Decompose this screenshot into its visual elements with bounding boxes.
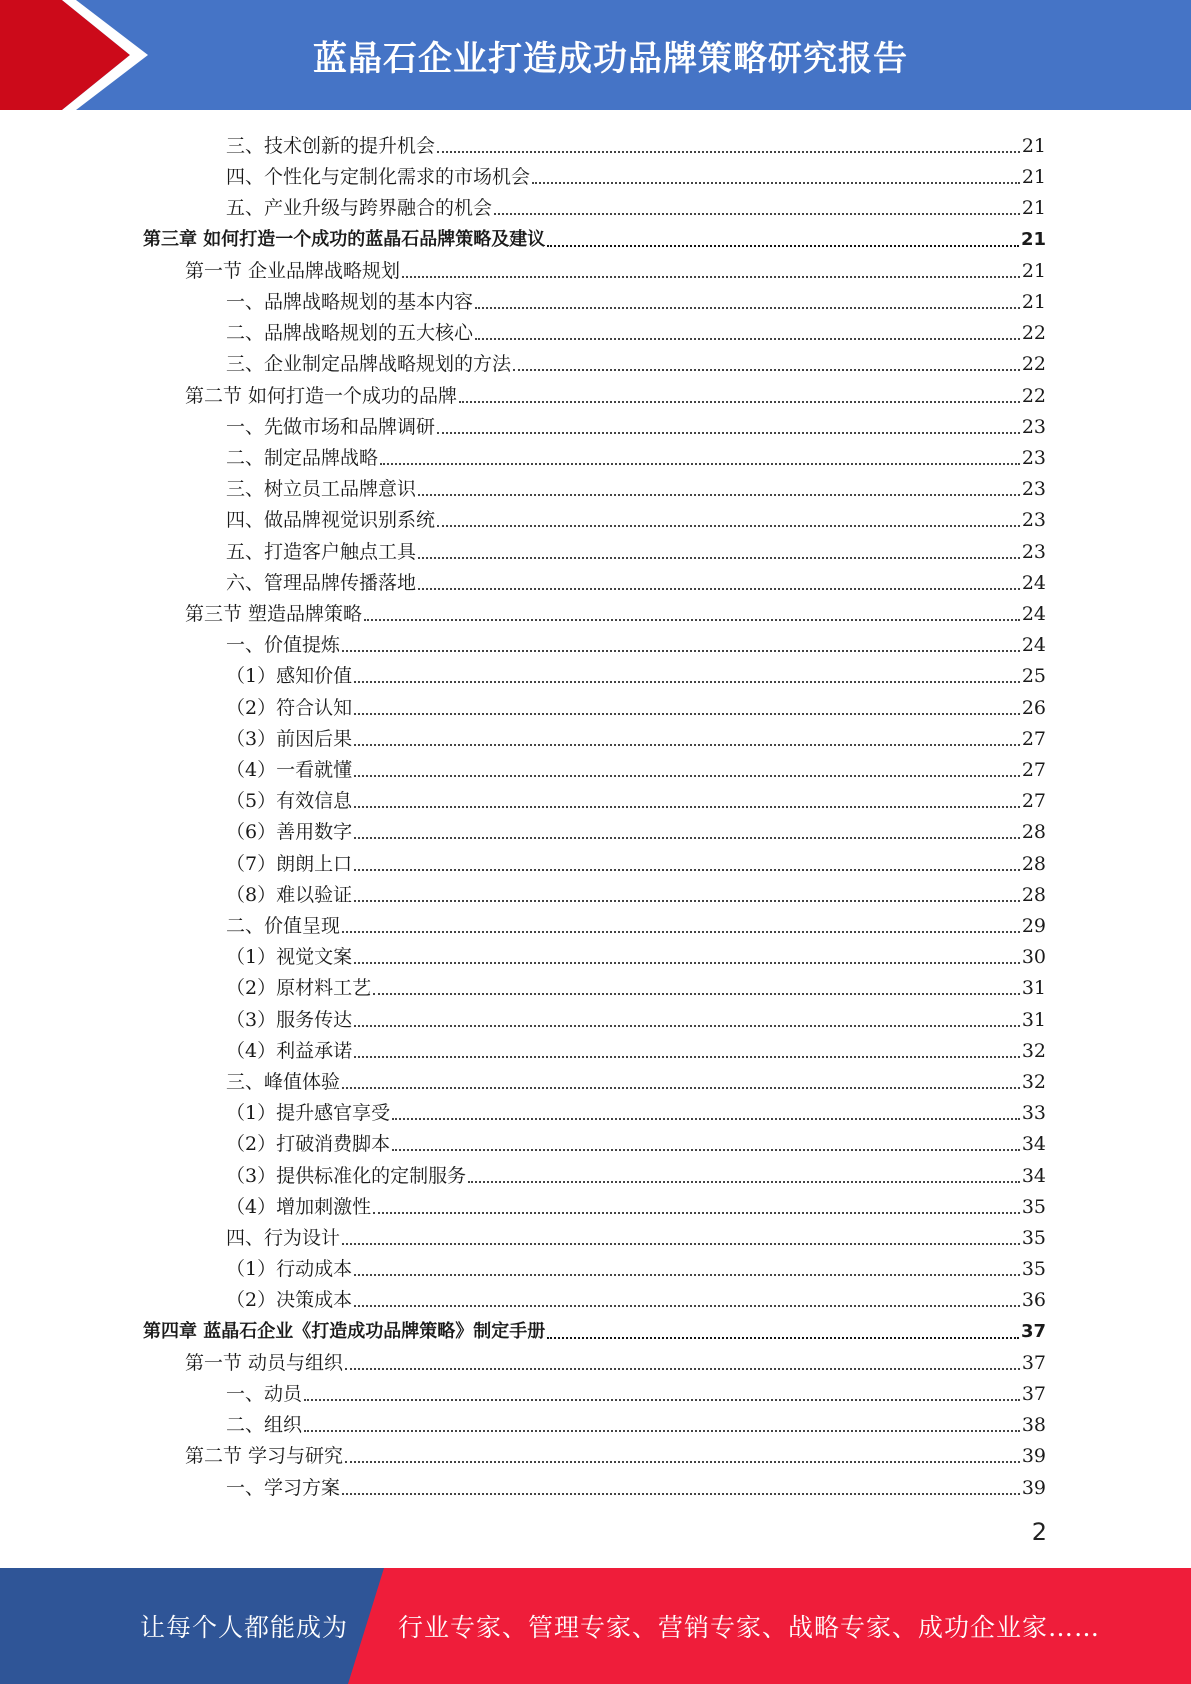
toc-subsection-entry[interactable] bbox=[226, 158, 1046, 189]
toc-entry-label: （4）一看就懂 bbox=[226, 759, 353, 781]
toc-dot-leader bbox=[304, 1430, 1020, 1432]
toc-entry-page: 28 bbox=[1021, 883, 1046, 906]
toc-entry-label: 二、价值呈现 bbox=[226, 915, 341, 937]
toc-entry-label: 四、做品牌视觉识别系统 bbox=[226, 509, 436, 532]
toc-entry-page: 21 bbox=[1020, 228, 1046, 250]
toc-subsection-entry[interactable] bbox=[226, 1094, 1046, 1125]
toc-entry-label: （5）有效信息 bbox=[226, 790, 353, 813]
toc-entry-label: 四、行为设计 bbox=[226, 1227, 341, 1249]
toc-subsection-entry[interactable] bbox=[226, 1375, 1046, 1406]
toc-dot-leader bbox=[354, 744, 1020, 746]
toc-dot-leader bbox=[342, 1243, 1020, 1245]
toc-dot-leader bbox=[354, 806, 1020, 808]
toc-subsection-entry[interactable] bbox=[226, 689, 1046, 720]
toc-entry-label: 一、动员 bbox=[226, 1383, 303, 1405]
toc-subsection-entry[interactable] bbox=[226, 470, 1046, 501]
toc-subsection-entry[interactable] bbox=[226, 283, 1046, 314]
toc-subsection-entry[interactable] bbox=[226, 1406, 1046, 1437]
toc-entry-label: 一、先做市场和品牌调研 bbox=[226, 415, 436, 438]
toc-dot-leader bbox=[547, 1337, 1019, 1339]
toc-subsection-entry[interactable] bbox=[226, 751, 1046, 782]
toc-entry-label: （2）打破消费脚本 bbox=[226, 1133, 391, 1156]
toc-dot-leader bbox=[468, 1181, 1020, 1183]
toc-entry-page: 23 bbox=[1021, 540, 1046, 563]
toc-entry-label: 五、打造客户触点工具 bbox=[226, 540, 417, 563]
toc-dot-leader bbox=[364, 619, 1020, 621]
toc-subsection-entry[interactable] bbox=[226, 1032, 1046, 1063]
toc-subsection-entry[interactable] bbox=[226, 907, 1046, 938]
toc-dot-leader bbox=[475, 338, 1020, 340]
toc-entry-label: （1）感知价值 bbox=[226, 665, 353, 688]
toc-entry-page: 31 bbox=[1021, 1008, 1046, 1031]
toc-entry-page: 32 bbox=[1021, 1071, 1046, 1093]
toc-entry-label: 第三节 塑造品牌策略 bbox=[185, 603, 363, 625]
toc-dot-leader bbox=[380, 463, 1020, 465]
toc-dot-leader bbox=[354, 869, 1020, 871]
toc-subsection-entry[interactable] bbox=[226, 1125, 1046, 1156]
toc-entry-page: 34 bbox=[1021, 1133, 1046, 1156]
toc-subsection-entry[interactable] bbox=[226, 938, 1046, 969]
toc-subsection-entry[interactable] bbox=[226, 720, 1046, 751]
toc-entry-label: 第二节 学习与研究 bbox=[185, 1445, 344, 1468]
toc-dot-leader bbox=[342, 1493, 1020, 1495]
toc-dot-leader bbox=[373, 1212, 1020, 1214]
toc-dot-leader bbox=[418, 557, 1020, 559]
toc-dot-leader bbox=[354, 775, 1020, 777]
toc-entry-label: 三、峰值体验 bbox=[226, 1071, 341, 1093]
toc-entry-page: 35 bbox=[1021, 1195, 1046, 1218]
toc-entry-label: 三、技术创新的提升机会 bbox=[226, 135, 436, 157]
toc-entry-label: 四、个性化与定制化需求的市场机会 bbox=[226, 166, 531, 189]
toc-subsection-entry[interactable] bbox=[226, 1188, 1046, 1219]
toc-dot-leader bbox=[513, 369, 1020, 371]
toc-entry-page: 27 bbox=[1021, 759, 1046, 781]
toc-entry-label: （3）服务传达 bbox=[226, 1008, 353, 1031]
toc-dot-leader bbox=[418, 588, 1020, 590]
toc-entry-label: 第三章 如何打造一个成功的蓝晶石品牌策略及建议 bbox=[143, 228, 546, 250]
page-number: 2 bbox=[1031, 1518, 1047, 1546]
toc-entry-page: 29 bbox=[1021, 915, 1046, 937]
toc-subsection-entry[interactable] bbox=[226, 127, 1046, 158]
toc-entry-label: （3）前因后果 bbox=[226, 727, 353, 750]
toc-dot-leader bbox=[547, 245, 1019, 247]
toc-entry-page: 30 bbox=[1021, 946, 1046, 969]
toc-entry-label: 一、价值提炼 bbox=[226, 634, 341, 657]
toc-subsection-entry[interactable] bbox=[226, 408, 1046, 439]
toc-entry-page: 21 bbox=[1021, 197, 1046, 220]
toc-dot-leader bbox=[342, 650, 1020, 652]
toc-entry-page: 28 bbox=[1021, 821, 1046, 844]
toc-entry-label: （2）符合认知 bbox=[226, 696, 353, 719]
toc-entry-page: 23 bbox=[1021, 478, 1046, 501]
toc-dot-leader bbox=[392, 1149, 1020, 1151]
toc-entry-label: 三、企业制定品牌战略规划的方法 bbox=[226, 353, 512, 376]
toc-entry-page: 24 bbox=[1021, 634, 1046, 657]
toc-entry-page: 39 bbox=[1021, 1476, 1046, 1499]
toc-subsection-entry[interactable] bbox=[226, 1157, 1046, 1188]
toc-entry-label: （2）决策成本 bbox=[226, 1289, 353, 1312]
toc-entry-page: 22 bbox=[1021, 322, 1046, 345]
toc-entry-label: 第四章 蓝晶石企业《打造成功品牌策略》制定手册 bbox=[143, 1320, 546, 1342]
page-header bbox=[0, 0, 1191, 110]
toc-entry-label: 五、产业升级与跨界融合的机会 bbox=[226, 197, 493, 220]
toc-dot-leader bbox=[354, 1056, 1020, 1058]
toc-dot-leader bbox=[373, 993, 1020, 995]
toc-dot-leader bbox=[354, 1025, 1020, 1027]
toc-subsection-entry[interactable] bbox=[226, 345, 1046, 376]
toc-entry-label: （1）行动成本 bbox=[226, 1258, 353, 1281]
toc-dot-leader bbox=[345, 1368, 1020, 1370]
toc-subsection-entry[interactable] bbox=[226, 1001, 1046, 1032]
toc-subsection-entry[interactable] bbox=[226, 439, 1046, 470]
toc-entry-page: 21 bbox=[1021, 135, 1046, 157]
toc-dot-leader bbox=[494, 213, 1020, 215]
toc-entry-page: 35 bbox=[1021, 1227, 1046, 1249]
toc-entry-label: （1）提升感官享受 bbox=[226, 1102, 391, 1125]
report-title: 蓝晶石企业打造成功品牌策略研究报告 bbox=[313, 38, 908, 79]
toc-entry-page: 22 bbox=[1021, 353, 1046, 376]
toc-subsection-entry[interactable] bbox=[226, 657, 1046, 688]
toc-entry-label: 六、管理品牌传播落地 bbox=[226, 571, 417, 594]
toc-entry-page: 24 bbox=[1021, 603, 1046, 625]
toc-entry-page: 23 bbox=[1021, 509, 1046, 532]
toc-dot-leader bbox=[354, 900, 1020, 902]
toc-entry-label: 三、树立员工品牌意识 bbox=[226, 478, 417, 501]
toc-dot-leader bbox=[354, 713, 1020, 715]
toc-entry-label: （4）利益承诺 bbox=[226, 1039, 353, 1062]
toc-entry-label: （4）增加刺激性 bbox=[226, 1195, 372, 1218]
toc-entry-page: 32 bbox=[1021, 1039, 1046, 1062]
toc-entry-page: 35 bbox=[1021, 1258, 1046, 1281]
toc-entry-page: 21 bbox=[1021, 291, 1046, 313]
toc-dot-leader bbox=[437, 432, 1020, 434]
toc-entry-page: 38 bbox=[1021, 1414, 1046, 1437]
toc-entry-page: 36 bbox=[1021, 1289, 1046, 1312]
toc-entry-page: 22 bbox=[1021, 384, 1046, 407]
page-footer bbox=[0, 1568, 1191, 1684]
toc-entry-page: 33 bbox=[1021, 1102, 1046, 1125]
toc-section-entry[interactable] bbox=[185, 595, 1046, 626]
toc-subsection-entry[interactable] bbox=[226, 1250, 1046, 1281]
toc-dot-leader bbox=[345, 1461, 1020, 1463]
toc-dot-leader bbox=[437, 151, 1020, 153]
toc-subsection-entry[interactable] bbox=[226, 813, 1046, 844]
toc-subsection-entry[interactable] bbox=[226, 564, 1046, 595]
toc-subsection-entry[interactable] bbox=[226, 876, 1046, 907]
toc-entry-page: 23 bbox=[1021, 447, 1046, 469]
toc-dot-leader bbox=[392, 1118, 1020, 1120]
toc-dot-leader bbox=[354, 1274, 1020, 1276]
toc-subsection-entry[interactable] bbox=[226, 533, 1046, 564]
toc-dot-leader bbox=[354, 837, 1020, 839]
toc-section-entry[interactable] bbox=[185, 1437, 1046, 1468]
toc-subsection-entry[interactable] bbox=[226, 501, 1046, 532]
toc-dot-leader bbox=[418, 494, 1020, 496]
toc-entry-page: 24 bbox=[1021, 571, 1046, 594]
toc-entry-label: 二、品牌战略规划的五大核心 bbox=[226, 322, 474, 345]
toc-dot-leader bbox=[354, 1305, 1020, 1307]
toc-dot-leader bbox=[532, 182, 1020, 184]
toc-subsection-entry[interactable] bbox=[226, 626, 1046, 657]
toc-entry-label: （7）朗朗上口 bbox=[226, 852, 353, 875]
toc-section-entry[interactable] bbox=[185, 377, 1046, 408]
toc-entry-label: （1）视觉文案 bbox=[226, 946, 353, 969]
toc-entry-label: 二、组织 bbox=[226, 1414, 303, 1437]
toc-entry-page: 21 bbox=[1021, 166, 1046, 189]
toc-dot-leader bbox=[354, 962, 1020, 964]
toc-entry-page: 37 bbox=[1021, 1383, 1046, 1405]
toc-section-entry[interactable] bbox=[185, 1344, 1046, 1375]
toc-entry-page: 37 bbox=[1020, 1320, 1046, 1342]
toc-entry-label: 二、制定品牌战略 bbox=[226, 447, 379, 469]
toc-entry-label: （2）原材料工艺 bbox=[226, 977, 372, 1000]
toc-entry-label: （6）善用数字 bbox=[226, 821, 353, 844]
toc-chapter-entry[interactable] bbox=[143, 221, 1046, 252]
toc-subsection-entry[interactable] bbox=[226, 314, 1046, 345]
toc-dot-leader bbox=[354, 681, 1020, 683]
toc-subsection-entry[interactable] bbox=[226, 1281, 1046, 1312]
toc-subsection-entry[interactable] bbox=[226, 1063, 1046, 1094]
toc-entry-page: 27 bbox=[1021, 727, 1046, 750]
toc-subsection-entry[interactable] bbox=[226, 189, 1046, 220]
toc-entry-label: 第二节 如何打造一个成功的品牌 bbox=[185, 384, 458, 407]
footer-slogan-left: 让每个人都能成为 bbox=[140, 1613, 349, 1642]
toc-entry-page: 21 bbox=[1021, 259, 1046, 282]
toc-entry-label: 第一节 动员与组织 bbox=[185, 1351, 344, 1374]
toc-entry-label: （3）提供标准化的定制服务 bbox=[226, 1164, 467, 1187]
toc-entry-page: 34 bbox=[1021, 1164, 1046, 1187]
toc-dot-leader bbox=[304, 1399, 1020, 1401]
toc-dot-leader bbox=[402, 276, 1020, 278]
toc-entry-page: 37 bbox=[1021, 1351, 1046, 1374]
toc-entry-label: （8）难以验证 bbox=[226, 883, 353, 906]
toc-chapter-entry[interactable] bbox=[143, 1313, 1046, 1344]
toc-entry-page: 26 bbox=[1021, 696, 1046, 719]
toc-entry-page: 28 bbox=[1021, 852, 1046, 875]
toc-subsection-entry[interactable] bbox=[226, 1469, 1046, 1500]
toc-entry-label: 一、学习方案 bbox=[226, 1476, 341, 1499]
toc-dot-leader bbox=[342, 1087, 1020, 1089]
toc-section-entry[interactable] bbox=[185, 252, 1046, 283]
toc-entry-label: 第一节 企业品牌战略规划 bbox=[185, 259, 401, 282]
toc-entry-page: 27 bbox=[1021, 790, 1046, 813]
toc-subsection-entry[interactable] bbox=[226, 969, 1046, 1000]
toc-entry-page: 23 bbox=[1021, 415, 1046, 438]
toc-dot-leader bbox=[459, 401, 1020, 403]
toc-dot-leader bbox=[437, 525, 1020, 527]
toc-subsection-entry[interactable] bbox=[226, 782, 1046, 813]
footer-slogan-right: 行业专家、管理专家、营销专家、战略专家、成功企业家…… bbox=[398, 1613, 1101, 1642]
toc-subsection-entry[interactable] bbox=[226, 1219, 1046, 1250]
toc-entry-page: 31 bbox=[1021, 977, 1046, 1000]
toc-entry-page: 25 bbox=[1021, 665, 1046, 688]
toc-entry-label: 一、品牌战略规划的基本内容 bbox=[226, 291, 474, 313]
toc-subsection-entry[interactable] bbox=[226, 845, 1046, 876]
toc-dot-leader bbox=[342, 931, 1020, 933]
toc-entry-page: 39 bbox=[1021, 1445, 1046, 1468]
toc-dot-leader bbox=[475, 307, 1020, 309]
